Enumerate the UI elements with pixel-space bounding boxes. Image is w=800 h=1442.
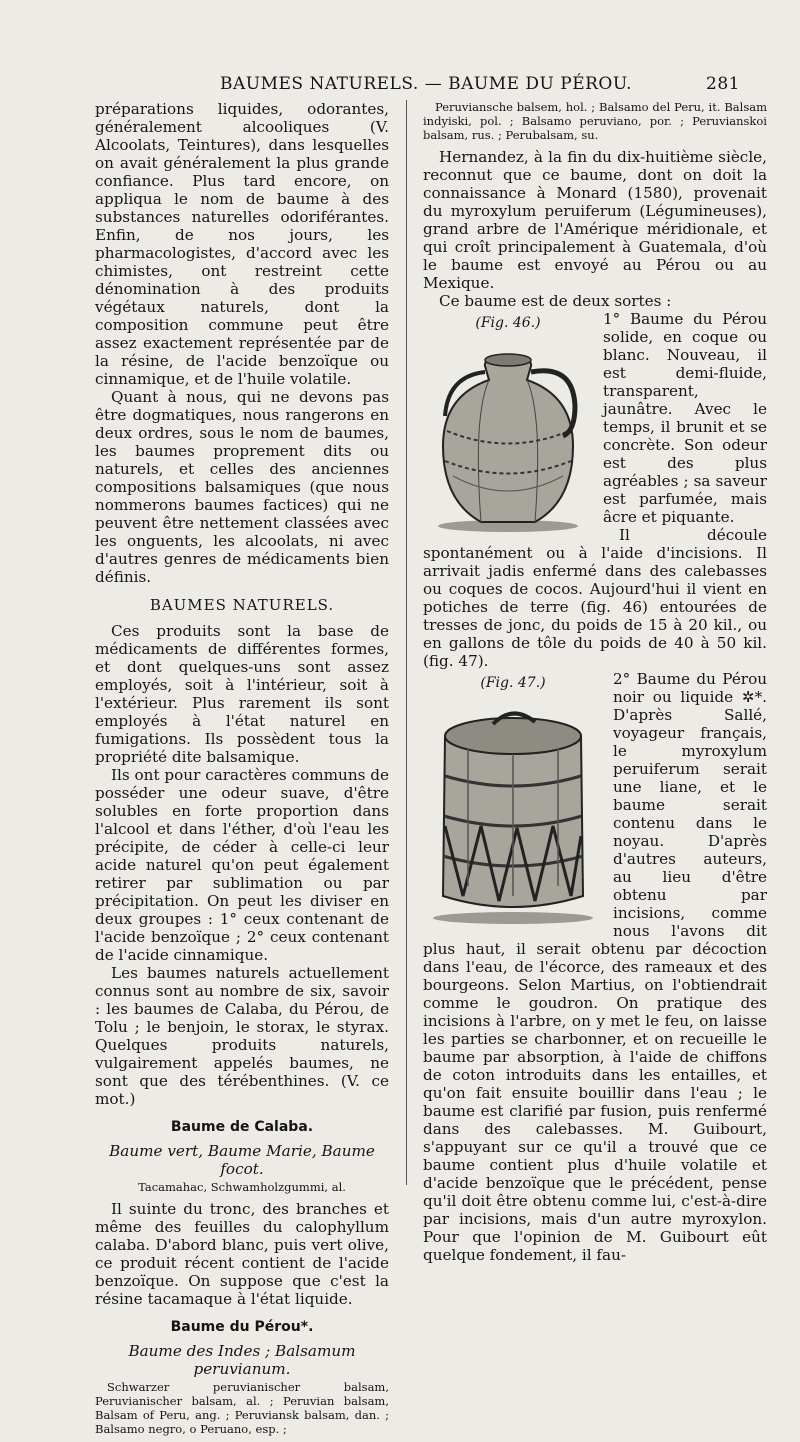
page-number: 281 [706,74,740,94]
paragraph: Il découle spontanément ou à l'aide d'incisions. Il arrivait jadis enfermé dans des calebasses ou coques de cocos. Aujourd'hui il vient en potiches de terre (fig. 46) entourées de tresses de jonc, du poids de 15 à 20 kil., ou en gallons de tôle du poids de 40 à 50 kil. (fig. 47). [423,526,767,670]
paragraph: Les baumes naturels actuellement connus sont au nombre de six, savoir : les baumes de Calaba, du Pérou, de Tolu ; le benjoin, le storax, le styrax. Quelques produits naturels, vulgairement appelés baumes, ne sont que des térébenthines. (V. ce mot.) [95,964,389,1108]
entry-foreign-names: Schwarzer peruvianischer balsam, Peruvianischer balsam, al. ; Peruvian balsam, Balsam of Peru, ang. ; Peruviansk balsam, dan. ; Balsamo negro, o Peruano, esp. ; [95,1380,389,1436]
entry-synonyms: Baume des Indes ; Balsamum peruvianum. [128,1342,356,1378]
left-column [95,100,389,1442]
wrapped-drum-illustration [423,696,603,926]
entry-foreign-names: Tacamahac, Schwamholzgummi, al. [138,1180,346,1194]
paragraph: Quant à nous, qui ne devons pas être dogmatiques, nous rangerons en deux ordres, sous le nom de baumes, les baumes proprement dits ou naturels, et celles des anciennes compositions balsamiques (que nous nommerons baumes factices) qui ne peuvent être nettement classées avec les onguents, les alcoolats, ni avec d'autres genres de médicaments bien définis. [95,388,389,586]
figure-caption: (Fig. 47.) [480,675,546,691]
paragraph: 1° Baume du Pérou solide, en coque ou blanc. Nouveau, il est demi-fluide, transparent, jaunâtre. Avec le temps, il brunit et se concrète. Son odeur est des plus agréables ; sa saveur est parfumée, mais âcre et piquante. [603,310,767,526]
right-column [423,100,767,1264]
figure-47 [423,674,603,926]
section-heading: BAUMES NATURELS. [149,596,335,614]
wrapped-jar-illustration [423,336,593,536]
entry-heading: Baume de Calaba. [170,1119,314,1135]
paragraph: Il suinte du tronc, des branches et même des feuilles du calophyllum calaba. D'abord blanc, puis vert olive, ce produit récent contient de l'acide benzoïque. On suppose que c'est la résine tacamaque à l'état liquide. [95,1200,389,1308]
paragraph: 2° Baume du Pérou noir ou liquide ✲*. D'après Sallé, voyageur français, le myroxylum peruiferum serait une liane, et le baume serait contenu dans le noyau. D'après d'autres auteurs, au lieu d'être obtenu par incisions, comme nous l'avons dit plus haut, il serait obtenu par décoction dans l'eau, de l'écorce, des rameaux et des bourgeons. Selon Martius, on l'obtiendrait comme le goudron. On pratique des incisions à l'arbre, on y met le feu, on laisse les parties se charbonner, et on recueille le baume par absorption, à l'aide de chiffons de coton introduits dans les entailles, et qu'on fait ensuite bouillir dans l'eau ; le baume est clarifié par fusion, puis renfermé dans des calebasses. M. Guibourt, s'appuyant sur ce qu'il a trouvé que ce baume contient plus d'huile volatile et d'acide benzoïque que le précédent, pense qu'il doit être obtenu comme lui, c'est-à-dire par incisions, mais d'un autre myroxylon. Pour que l'opinion de M. Guibourt eût quelque fondement, il fau- [423,670,767,1264]
paragraph: Ils ont pour caractères communs de posséder une odeur suave, d'être solubles en forte proportion dans l'alcool et dans l'éther, d'où l'eau les précipite, de céder à celle-ci leur acide naturel qu'on peut également retirer par sublimation ou par précipitation. On peut les diviser en deux groupes : 1° ceux contenant de l'acide benzoïque ; 2° ceux contenant de l'acide cinnamique. [95,766,389,964]
running-title: BAUMES NATURELS. — BAUME DU PÉROU. [220,74,633,94]
paragraph: Ces produits sont la base de médicaments de différentes formes, et dont quelques-uns sont assez employés, soit à l'intérieur, soit à l'extérieur. Plus rarement ils sont employés à l'état naturel en fumigations. Ils possèdent tous la propriété dite balsamique. [95,622,389,766]
paragraph: Hernandez, à la fin du dix-huitième siècle, reconnut que ce baume, dont on doit la connaissance à Monard (1580), provenait du myroxylum peruiferum (Légumineuses), grand arbre de l'Amérique méridionale, et qui croît principalement à Guatemala, d'où le baume est envoyé au Pérou ou au Mexique. [423,148,767,292]
entry-foreign-names: Peruviansche balsem, hol. ; Balsamo del Peru, it. Balsam indyiski, pol. ; Balsamo peruviano, por. ; Peruvianskoi balsam, rus. ; Perubalsam, su. [423,100,767,142]
figure-caption: (Fig. 46.) [475,315,541,331]
entry-synonyms: Baume vert, Baume Marie, Baume focot. [109,1142,375,1178]
entry-heading: Baume du Pérou*. [170,1319,314,1335]
column-divider [406,100,407,1185]
paragraph: Ce baume est de deux sortes : [439,292,672,310]
paragraph: préparations liquides, odorantes, généralement alcooliques (V. Alcoolats, Teintures), dans lesquelles on avait généralement la plus grande confiance. Plus tard encore, on appliqua le nom de baume à des substances naturelles odoriférantes. Enfin, de nos jours, les pharmacologistes, d'accord avec les chimistes, ont restreint cette dénomination à des produits végétaux naturels, dont la composition commune peut être assez exactement représentée par de la résine, de l'acide benzoïque ou cinnamique, et de l'huile volatile. [95,100,389,388]
figure-46 [423,314,593,536]
